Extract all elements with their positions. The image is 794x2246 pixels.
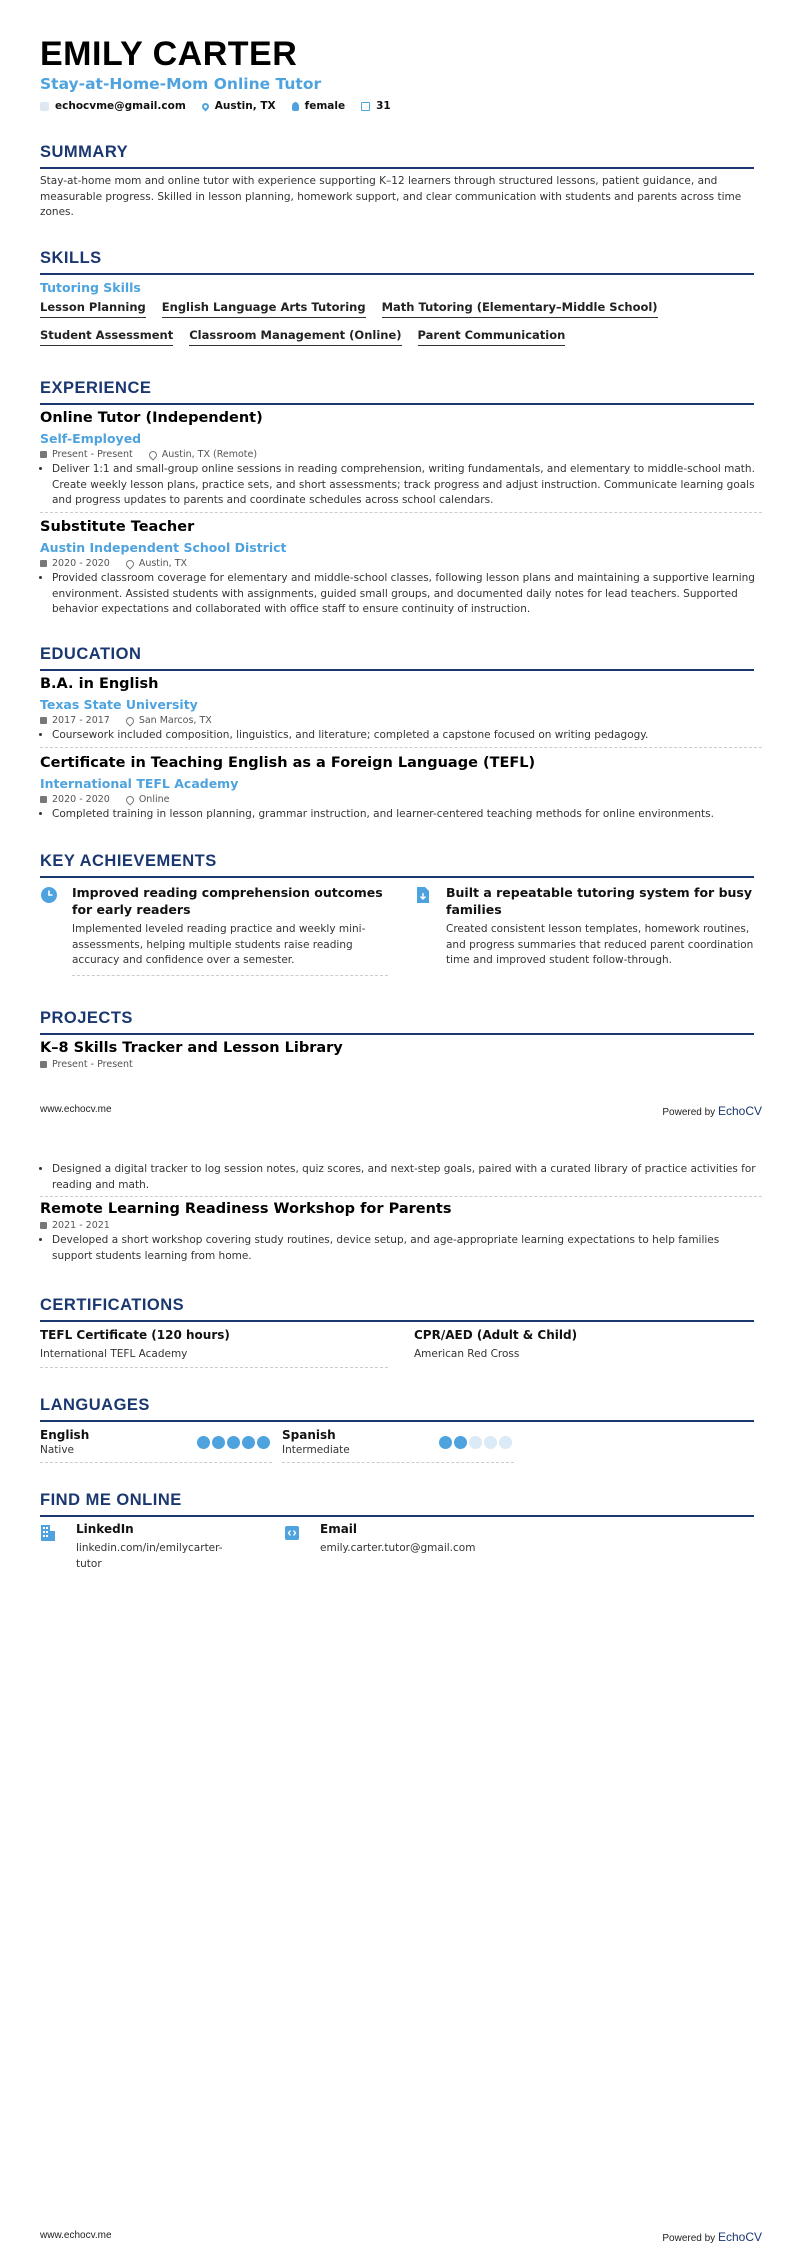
education-bullet: • Completed training in lesson planning, grammar instruction, and learner-centered teaching methods for online environments. — [52, 807, 762, 823]
clock-icon — [40, 886, 58, 904]
project-entry — [40, 1201, 762, 1264]
online-label: LinkedIn — [76, 1522, 134, 1536]
contact-bar — [40, 100, 391, 112]
language-level: Intermediate — [282, 1444, 350, 1456]
achievements-heading: KEY ACHIEVEMENTS — [40, 852, 754, 878]
job-entry — [40, 410, 762, 513]
education-bullet: • Coursework included composition, linguistics, and literature; completed a capstone focused on writing pedagogy. — [52, 728, 762, 744]
school-name: Texas State University — [40, 697, 198, 712]
education-meta: 2020 - 2020 Online — [40, 794, 762, 805]
summary-heading: SUMMARY — [40, 143, 754, 169]
languages-list — [40, 1428, 762, 1463]
contact-location: Austin, TX — [202, 100, 276, 112]
language-item — [282, 1428, 514, 1463]
rating-dot-empty — [469, 1436, 482, 1449]
project-continued — [40, 1162, 762, 1197]
page-footer — [40, 1104, 762, 1118]
school-name: International TEFL Academy — [40, 776, 239, 791]
calendar-icon — [40, 560, 47, 567]
location-pin-icon — [124, 558, 135, 569]
project-bullets — [40, 1233, 762, 1264]
summary-text: Stay-at-home mom and online tutor with experience supporting K–12 learners through structured lessons, patient guidance, and measurable progress. Skilled in lesson planning, homework support, and clear communication with students and parents across time zones. — [40, 175, 742, 218]
contact-age: 31 — [361, 100, 391, 112]
project-bullet: • Designed a digital tracker to log session notes, quiz scores, and next-step goals, paired with a curated library of practice activities for reading and math. — [52, 1162, 762, 1193]
job-title: Online Tutor (Independent) — [40, 410, 263, 426]
job-entry — [40, 519, 762, 618]
projects-heading: PROJECTS — [40, 1009, 754, 1035]
job-org: Self-Employed — [40, 431, 142, 446]
rating-dot-empty — [499, 1436, 512, 1449]
calendar-icon — [40, 1061, 47, 1068]
online-label: Email — [320, 1522, 358, 1536]
location-pin-icon — [124, 715, 135, 726]
candidate-name: EMILY CARTER — [40, 35, 298, 73]
online-list — [40, 1522, 762, 1572]
online-item[interactable] — [40, 1522, 244, 1572]
skills-heading: SKILLS — [40, 249, 754, 275]
job-bullet: • Provided classroom coverage for elementary and middle-school classes, following lesson plans and maintaining a supportive learning environment. Assisted students with assignments, guided small groups, and documented daily notes for lead teachers. Supported behavior expectations and collaborated with office staff to ensure continuity of instruction. — [52, 571, 762, 618]
certifications-list — [40, 1328, 762, 1368]
project-bullets — [40, 1162, 762, 1197]
location-pin-icon — [200, 101, 210, 111]
language-name: English — [40, 1428, 90, 1442]
skill-item: Math Tutoring (Elementary–Middle School) — [382, 300, 658, 318]
education-bullets — [40, 728, 762, 748]
language-rating — [439, 1428, 514, 1459]
degree-title: Certificate in Teaching English as a Foreign Language (TEFL) — [40, 755, 536, 771]
calendar-icon — [40, 451, 47, 458]
contact-gender: female — [292, 100, 345, 112]
job-meta: 2020 - 2020 Austin, TX — [40, 558, 762, 569]
skills-list — [40, 300, 762, 346]
candidate-role: Stay-at-Home-Mom Online Tutor — [40, 75, 322, 93]
certification-item — [414, 1328, 762, 1368]
skill-item: Student Assessment — [40, 328, 173, 346]
project-meta: 2021 - 2021 — [40, 1220, 762, 1231]
rating-dot-filled — [439, 1436, 452, 1449]
skill-item: Classroom Management (Online) — [189, 328, 401, 346]
location-pin-icon — [124, 794, 135, 805]
building-icon — [40, 1524, 56, 1542]
project-title: K–8 Skills Tracker and Lesson Library — [40, 1040, 343, 1056]
certification-issuer: American Red Cross — [414, 1348, 520, 1360]
skill-item: Lesson Planning — [40, 300, 146, 318]
job-meta: Present - Present Austin, TX (Remote) — [40, 449, 762, 460]
experience-heading: EXPERIENCE — [40, 379, 754, 405]
job-org: Austin Independent School District — [40, 540, 287, 555]
online-heading: FIND ME ONLINE — [40, 1491, 754, 1517]
footer-brand[interactable]: EchoCV — [717, 2230, 762, 2244]
language-rating — [197, 1428, 272, 1459]
footer-site[interactable]: www.echocv.me — [40, 1104, 112, 1115]
code-icon — [284, 1524, 300, 1542]
document-icon — [414, 886, 432, 904]
job-bullets — [40, 571, 762, 618]
language-item — [40, 1428, 272, 1463]
project-meta: Present - Present — [40, 1059, 762, 1070]
achievements-list — [40, 884, 762, 976]
rating-dot-filled — [197, 1436, 210, 1449]
certification-name: CPR/AED (Adult & Child) — [414, 1328, 578, 1342]
achievement-text: Created consistent lesson templates, homework routines, and progress summaries that reduced parent coordination time and improved student follow-through. — [446, 923, 754, 966]
certification-item — [40, 1328, 388, 1368]
education-entry — [40, 755, 762, 823]
footer-powered: Powered by EchoCV — [662, 2230, 762, 2244]
language-name: Spanish — [282, 1428, 336, 1442]
location-pin-icon — [147, 449, 158, 460]
footer-brand[interactable]: EchoCV — [717, 1104, 762, 1118]
online-item[interactable] — [284, 1522, 488, 1572]
education-entry — [40, 676, 762, 748]
skill-item: Parent Communication — [418, 328, 566, 346]
job-title: Substitute Teacher — [40, 519, 195, 535]
skills-group-label: Tutoring Skills — [40, 280, 141, 295]
project-bullet: • Developed a short workshop covering study routines, device setup, and age-appropriate learning expectations to help families support students learning from home. — [52, 1233, 762, 1264]
certifications-heading: CERTIFICATIONS — [40, 1296, 754, 1322]
education-bullets — [40, 807, 762, 823]
email-icon — [40, 102, 49, 111]
degree-title: B.A. in English — [40, 676, 159, 692]
education-heading: EDUCATION — [40, 645, 754, 671]
rating-dot-filled — [227, 1436, 240, 1449]
languages-heading: LANGUAGES — [40, 1396, 754, 1422]
job-bullet: • Deliver 1:1 and small-group online sessions in reading comprehension, writing fundamentals, and elementary to middle-school math. Create weekly lesson plans, practice sets, and short assessments; track progress and adjust instruction. Communicate learning goals and progress updates to parents and coordinate schedules across school calendars. — [52, 462, 762, 509]
project-title: Remote Learning Readiness Workshop for Parents — [40, 1201, 452, 1217]
footer-powered: Powered by EchoCV — [662, 1104, 762, 1118]
certification-name: TEFL Certificate (120 hours) — [40, 1328, 230, 1342]
achievement-item — [40, 884, 388, 976]
achievement-item — [414, 884, 762, 976]
person-icon — [292, 102, 299, 111]
rating-dot-filled — [212, 1436, 225, 1449]
achievement-title: Built a repeatable tutoring system for busy families — [446, 885, 753, 917]
rating-dot-empty — [484, 1436, 497, 1449]
language-level: Native — [40, 1444, 74, 1456]
online-value[interactable]: linkedin.com/in/emilycarter-tutor — [76, 1542, 223, 1570]
footer-site[interactable]: www.echocv.me — [40, 2230, 112, 2241]
contact-email[interactable]: echocvme@gmail.com — [40, 100, 186, 112]
online-value[interactable]: emily.carter.tutor@gmail.com — [320, 1542, 476, 1554]
job-bullets — [40, 462, 762, 513]
rating-dot-filled — [454, 1436, 467, 1449]
rating-dot-filled — [242, 1436, 255, 1449]
page-footer — [40, 2230, 762, 2244]
achievement-title: Improved reading comprehension outcomes for early readers — [72, 885, 383, 917]
rating-dot-filled — [257, 1436, 270, 1449]
calendar-icon — [40, 717, 47, 724]
certification-issuer: International TEFL Academy — [40, 1348, 188, 1360]
calendar-icon — [40, 796, 47, 803]
education-meta: 2017 - 2017 San Marcos, TX — [40, 715, 762, 726]
achievement-text: Implemented leveled reading practice and weekly mini-assessments, helping multiple students raise reading accuracy and confidence over a semester. — [72, 923, 366, 966]
skill-item: English Language Arts Tutoring — [162, 300, 366, 318]
calendar-icon — [361, 102, 370, 111]
calendar-icon — [40, 1222, 47, 1229]
project-entry — [40, 1040, 762, 1070]
